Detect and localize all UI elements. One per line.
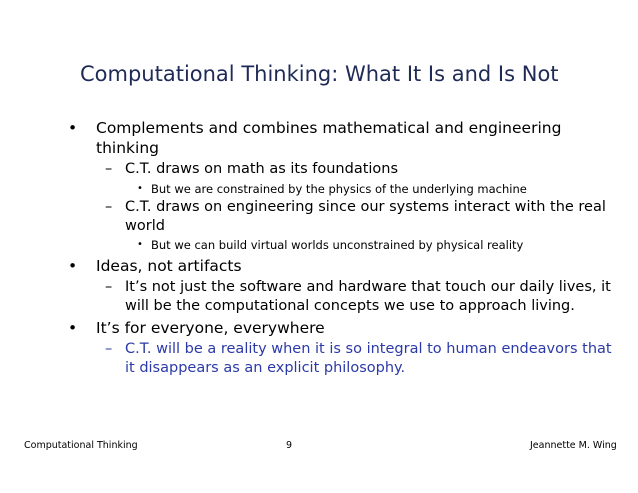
- bullet-2: [68, 256, 242, 276]
- sub-bullet-1-1-text: C.T. draws on math as its foundations: [125, 161, 399, 177]
- slide-title: Computational Thinking: What It Is and Is Not: [80, 62, 559, 86]
- footer-right: Jeannette M. Wing: [530, 440, 617, 451]
- sub-bullet-1-2: [105, 198, 606, 236]
- sub-bullet-3-1-line2: it disappears as an explicit philosophy.: [125, 360, 406, 376]
- bullet-3: [68, 318, 325, 338]
- sub-bullet-3-1-line1: C.T. will be a reality when it is so integral to human endeavors that: [125, 341, 612, 357]
- sub-bullet-1-1: [105, 160, 399, 179]
- bullet-2-text: Ideas, not artifacts: [96, 257, 242, 275]
- dot-marker: •: [137, 239, 143, 250]
- dash-marker: –: [105, 341, 113, 357]
- dash-marker: –: [105, 199, 113, 215]
- sub-bullet-2-1: [105, 278, 611, 316]
- bullet-1-line2: thinking: [96, 139, 159, 157]
- bullet-marker: •: [68, 119, 78, 137]
- sub-bullet-1-2-line1: C.T. draws on engineering since our systems interact with the real: [125, 199, 606, 215]
- subsub-bullet-1-1: [137, 182, 527, 196]
- sub-bullet-3-1: [105, 340, 612, 378]
- bullet-marker: •: [68, 319, 78, 337]
- sub-bullet-2-1-line2: will be the computational concepts we use to approach living.: [125, 298, 575, 314]
- subsub-bullet-1-1-text: But we are constrained by the physics of the underlying machine: [151, 182, 527, 196]
- dash-marker: –: [105, 279, 113, 295]
- bullet-1: [68, 118, 562, 158]
- bullet-marker: •: [68, 257, 78, 275]
- subsub-bullet-1-2-text: But we can build virtual worlds unconstrained by physical reality: [151, 238, 524, 252]
- dot-marker: •: [137, 183, 143, 194]
- bullet-1-line1: Complements and combines mathematical and engineering: [96, 119, 562, 137]
- footer-page-number: 9: [286, 440, 293, 451]
- bullet-3-text: It’s for everyone, everywhere: [96, 319, 325, 337]
- dash-marker: –: [105, 161, 113, 177]
- subsub-bullet-1-2: [137, 238, 524, 252]
- footer-left: Computational Thinking: [24, 440, 138, 451]
- sub-bullet-1-2-line2: world: [125, 218, 165, 234]
- sub-bullet-2-1-line1: It’s not just the software and hardware that touch our daily lives, it: [125, 279, 611, 295]
